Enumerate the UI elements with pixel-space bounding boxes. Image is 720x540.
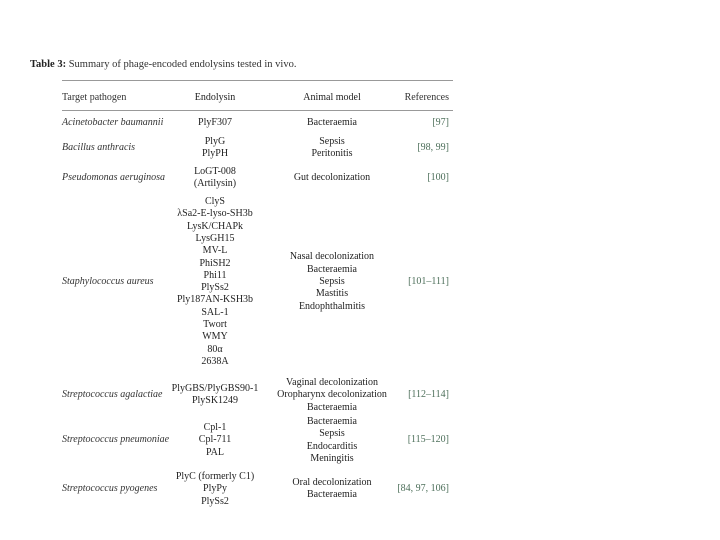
animal-model-cell [267,477,397,502]
pathogen-cell: Staphylococcus aureus [62,275,154,287]
animal-model-name: Bacteraemia [307,401,357,413]
top-rule [62,80,453,81]
animal-model-name: Oral decolonization [292,477,372,489]
endolysin-name: Cpl-1 [203,422,227,434]
table-label: Table 3: [30,59,67,70]
table-header [62,91,453,105]
animal-model-name: Vaginal decolonization [286,377,378,388]
endolysin-name: PlyC (formerly C1) [175,471,255,482]
table-row [62,196,453,368]
animal-model-name: Oropharynx decolonization [277,389,387,401]
endolysin-name: (Artilysin) [193,178,237,190]
endolysin-name: PlyG [204,136,226,147]
endolysin-name: 80α [207,343,223,355]
references-link[interactable]: [115–120] [407,434,449,446]
animal-model-name: Peritonitis [311,148,353,160]
table-row [62,136,453,161]
header-rule [62,110,453,111]
animal-model-cell [267,377,397,414]
endolysin-name: Phi11 [203,269,227,281]
endolysin-name: PlySK1249 [191,395,239,407]
endolysin-cell [157,166,273,191]
endolysin-cell [157,136,273,161]
animal-model-name: Bacteraemia [307,263,357,275]
pathogen-cell: Pseudomonas aeruginosa [62,172,166,184]
pathogen-cell: Streptococcus pneumoniae [62,434,170,446]
endolysin-name: LysGH15 [195,232,235,244]
animal-model-name: Sepsis [319,275,345,287]
table-row [62,416,453,465]
header-endolysin: Endolysin [194,91,236,103]
endolysin-name: PhiSH2 [199,257,231,269]
endolysin-name: Cpl-711 [198,434,232,446]
animal-model-name: Bacteraemia [307,117,357,128]
endolysin-name: SAL-1 [201,306,229,318]
animal-model-cell [267,172,397,184]
endolysin-name: ClyS [204,196,225,208]
endolysin-name: PlySs2 [201,282,229,294]
pathogen-cell: Acinetobacter baumannii [62,117,164,128]
table-row [62,377,453,414]
endolysin-cell [157,471,273,508]
references-link[interactable]: [112–114] [408,389,449,401]
endolysin-name: PlyPH [201,148,229,160]
endolysin-cell [157,383,273,408]
references-link[interactable]: [101–111] [408,275,449,287]
animal-model-name: Sepsis [319,428,345,440]
endolysin-cell [157,196,273,368]
animal-model-cell [267,416,397,465]
references-link[interactable]: [97] [432,117,449,128]
header-animal-model: Animal model [303,91,361,103]
endolysin-name: PlyF307 [198,117,232,128]
animal-model-name: Bacteraemia [307,489,357,501]
endolysin-name: LoGT-008 [194,166,236,177]
animal-model-name: Endophthalmitis [298,300,366,312]
animal-model-cell [267,136,397,161]
references-link[interactable]: [98, 99] [417,142,449,154]
animal-model-cell [267,117,397,129]
references-link[interactable]: [100] [427,172,449,184]
endolysin-name: Ply187AN-KSH3b [176,294,254,306]
pathogen-cell: Streptococcus agalactiae [62,389,163,401]
table-title: Summary of phage-encoded endolysins tested in vivo. [68,59,297,70]
endolysin-name: WMY [202,331,228,343]
endolysin-name: PAL [206,446,224,458]
header-references: References [404,91,449,103]
animal-model-cell [267,251,397,312]
animal-model-name: Sepsis [319,136,345,147]
animal-model-name: Gut decolonization [293,172,371,184]
endolysin-name: PlySs2 [201,495,229,507]
table-caption [30,59,296,70]
references-link[interactable]: [84, 97, 106] [397,483,449,495]
endolysin-name: PlyGBS/PlyGBS90-1 [171,383,259,395]
pathogen-cell: Streptococcus pyogenes [62,483,158,495]
endolysin-cell [157,117,273,129]
table-row [62,166,453,191]
pathogen-cell: Bacillus anthracis [62,142,136,154]
endolysin-name: LysK/CHAPk [186,220,244,232]
header-pathogen: Target pathogen [62,91,127,103]
animal-model-name: Bacteraemia [307,416,357,427]
endolysin-cell [157,422,273,459]
endolysin-name: 2638A [201,355,229,367]
endolysin-name: PlyPy [203,483,227,495]
animal-model-name: Mastitis [315,288,349,300]
animal-model-name: Meningitis [310,452,354,464]
endolysin-name: Twort [203,318,227,330]
animal-model-name: Nasal decolonization [289,251,375,263]
table-row [62,117,453,129]
endolysin-name: MV-L [202,245,228,257]
animal-model-name: Endocarditis [306,440,358,452]
endolysin-name: λSa2-E-lyso-SH3b [177,208,253,220]
table-row [62,471,453,508]
